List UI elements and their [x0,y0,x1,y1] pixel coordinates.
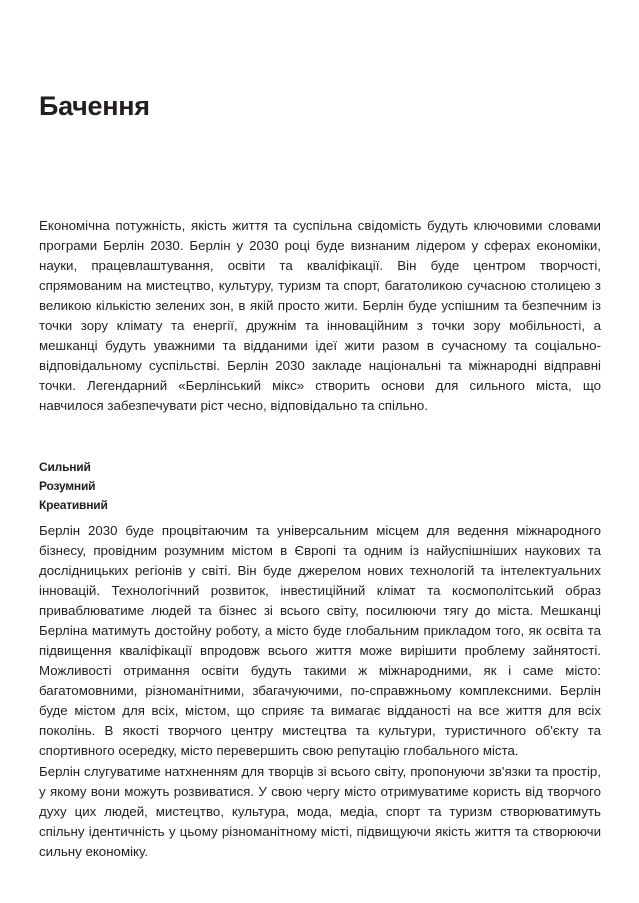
keyword-creative: Креативний [39,498,108,512]
page-title: Бачення [39,91,150,121]
body-paragraph-business: Берлін 2030 буде процвітаючим та універсальним місцем для ведення міжнародного бізнесу, провідним розумним містом в Європі та одним із найуспішніших наукових та дослідницьких регіонів у світі. Він буде джерелом нових технологій та інтелектуальних інновацій. Технологічний розвиток, інвестиційний клімат та космополітський образ приваблюватиме людей та бізнес зі всього світу, посилюючи тягу до міста. Мешканці Берліна матимуть достойну роботу, а місто буде глобальним прикладом того, як освіта та підвищення кваліфікації впродовж всього життя може вирішити проблему зайнятості. Можливості отримання освіти будуть такими ж міжнародними, як і саме місто: багатомовними, різноманітними, збагачуючими, по-справжньому комплексними. Берлін буде містом для всіх, містом, що сприяє та вимагає відданості на все життя для всіх поколінь. В якості творчого центру мистецтва та культури, туристичного об'єкту та спортивного осередку, місто перевершить свою репутацію глобального міста. [39,523,601,758]
keyword-list [39,458,108,515]
intro-paragraph: Економічна потужність, якість життя та суспільна свідомість будуть ключовими словами програми Берлін 2030. Берлін у 2030 році буде визнаним лідером у сферах економіки, науки, працевлаштування, освіти та кваліфікації. Він буде центром творчості, спрямованим на мистецтво, культуру, туризм та спорт, багатоликою сучасною столицею з великою кількістю зелених зон, в якій просто жити. Берлін буде успішним та безпечним із точки зору клімату та енергії, дружнім та інноваційним з точки зору мобільності, а мешканці будуть уважними та відданими ідеї жити разом в сучасному та соціально-відповідальному суспільстві. Берлін 2030 закладе національні та міжнародні відправні точки. Легендарний «Берлінський мікс» створить основи для сильного міста, що навчилося забезпечувати ріст чесно, відповідально та спільно. [39,218,601,413]
keyword-strong: Сильний [39,460,91,474]
keyword-smart: Розумний [39,479,96,493]
body-paragraph-creativity: Берлін слугуватиме натхненням для творців зі всього світу, пропонуючи зв'язки та простір, у якому вони можуть розвиватися. У свою чергу місто отримуватиме користь від творчого духу цих людей, мистецтво, культура, мода, медіа, спорт та туризм створюватимуть спільну ідентичність у цьому різноманітному місті, підвищуючи якість життя та створюючи сильну економіку. [39,764,601,859]
